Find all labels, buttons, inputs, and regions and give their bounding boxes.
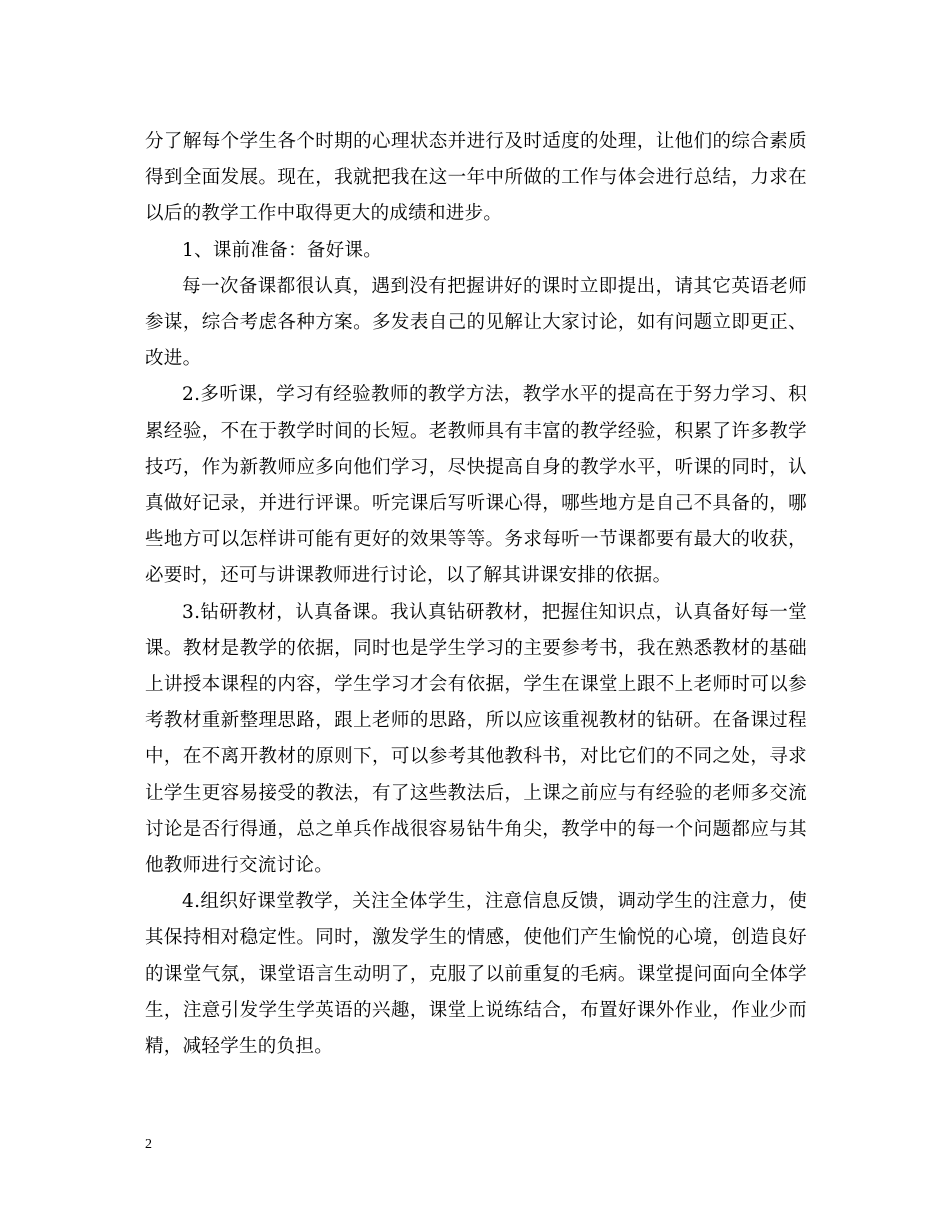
paragraph-heading-lesson-preparation: 1、课前准备：备好课。 [182,239,383,261]
document-body [145,124,807,1065]
paragraph-study-materials: 3.钻研教材，认真备课。我认真钻研教材，把握住知识点，认真备好每一堂课。教材是教学的依据，同时也是学生学习的主要参考书，我在熟悉教材的基础上讲授本课程的内容，学生学习才会有依据，学生在课堂上跟不上老师时可以参考教材重新整理思路，跟上老师的思路，所以应该重视教材的钻研。在备课过程中，在不离开教材的原则下，可以参考其他教科书，对比它们的不同之处，寻求让学生更容易接受的教法，有了这些教法后，上课之前应与有经验的老师多交流讨论是否行得通，总之单兵作战很容易钻牛角尖，教学中的每一个问题都应与其他教师进行交流讨论。 [145,601,807,877]
paragraph-lesson-preparation: 每一次备课都很认真，遇到没有把握讲好的课时立即提出，请其它英语老师参谋，综合考虑各种方案。多发表自己的见解让大家讨论，如有问题立即更正、改进。 [145,275,807,370]
paragraph-continuation: 分了解每个学生各个时期的心理状态并进行及时适度的处理，让他们的综合素质得到全面发展。现在，我就把我在这一年中所做的工作与体会进行总结，力求在以后的教学工作中取得更大的成绩和进步。 [145,131,807,225]
page-number: 2 [145,1137,152,1152]
paragraph-attend-lessons: 2.多听课，学习有经验教师的教学方法，教学水平的提高在于努力学习、积累经验，不在于教学时间的长短。老教师具有丰富的教学经验，积累了许多教学技巧，作为新教师应多向他们学习，尽快提高自身的教学水平，听课的同时，认真做好记录，并进行评课。听完课后写听课心得，哪些地方是自己不具备的，哪些地方可以怎样讲可能有更好的效果等等。务求每听一节课都要有最大的收获，必要时，还可与讲课教师进行讨论，以了解其讲课安排的依据。 [145,384,807,587]
paragraph-classroom-teaching: 4.组织好课堂教学，关注全体学生，注意信息反馈，调动学生的注意力，使其保持相对稳定性。同时，激发学生的情感，使他们产生愉悦的心境，创造良好的课堂气氛，课堂语言生动明了，克服了以前重复的毛病。课堂提问面向全体学生，注意引发学生学英语的兴趣，课堂上说练结合，布置好课外作业，作业少而精，减轻学生的负担。 [145,891,807,1058]
